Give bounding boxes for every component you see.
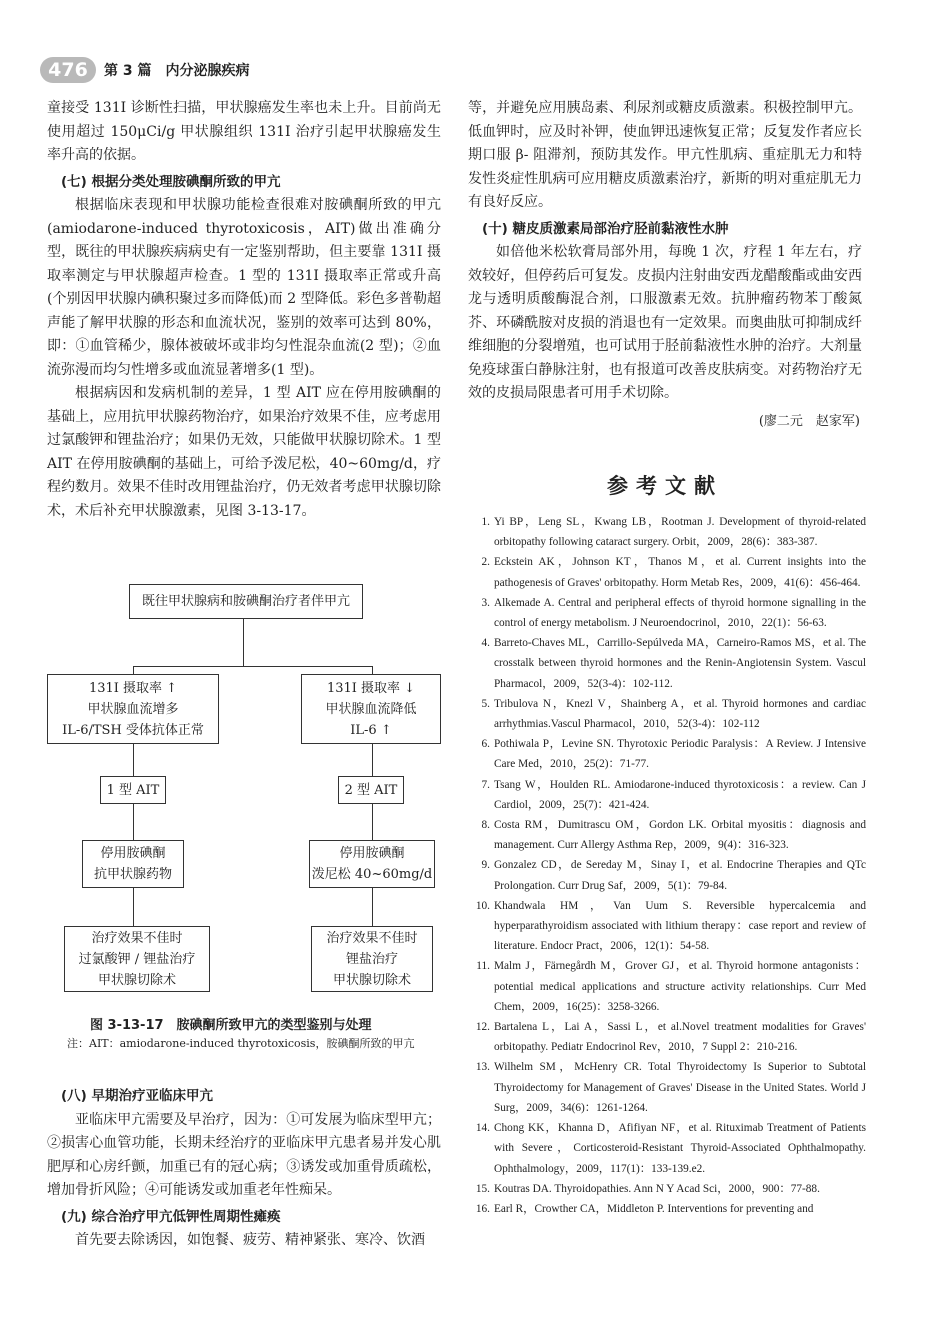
reference-number: 2. (481, 556, 490, 569)
reference-item (468, 815, 866, 855)
reference-item (468, 896, 866, 957)
reference-item (468, 512, 866, 552)
left-column (47, 97, 441, 523)
reference-text: Tsang W，Houlden RL. Amiodarone-induced thyrotoxicosis：a review. Can J Cardiol，2009，25(7)：421-424. (494, 778, 866, 811)
figure-note: 注：AIT：amiodarone-induced thyrotoxicosis，胺碘酮所致的甲亢 (67, 1037, 415, 1050)
reference-item (468, 734, 866, 774)
flow-box-text: 2 型 AIT (344, 782, 398, 798)
reference-text: Tribulova N，Knezl V，Shainberg A，et al. Thyroid hormones and cardiac arrhythmias.Vascul Pharmacol，2010，52(3-4)：102-112 (494, 697, 866, 731)
reference-item (468, 552, 866, 592)
reference-number: 7. (481, 778, 490, 791)
connector (372, 744, 373, 776)
reference-number: 15. (475, 1182, 490, 1195)
reference-text: Gonzalez CD，de Sereday M，Sinay I，et al. Endocrine Therapies and QTc Prolongation. Curr Drug Saf，2009，5(1)：79-84. (494, 859, 866, 892)
running-title: 第 3 篇 内分泌腺疾病 (104, 63, 250, 79)
flow-box-type1-features (47, 674, 219, 744)
paragraph-continued: 童接受 131I 诊断性扫描，甲状腺癌发生率也未上升。目前尚无使用超过 150μCi/g 甲状腺组织 131I 治疗引起甲状腺癌发生率升高的依据。 (47, 100, 441, 163)
page-header (40, 57, 250, 83)
flow-box-text: IL-6/TSH 受体抗体正常 (62, 722, 204, 738)
connector (133, 804, 134, 840)
reference-item (468, 694, 866, 734)
reference-text: Costa RM，Dumitrascu OM，Gordon LK. Orbital myositis：diagnosis and management. Curr Allergy Asthma Rep，2009，9(4)：316-323. (494, 819, 866, 852)
connector (133, 888, 134, 926)
reference-item (468, 1017, 866, 1057)
reference-number: 1. (481, 516, 490, 528)
paragraph-ait-classification: 根据临床表现和甲状腺功能检查很难对胺碘酮所致的甲亢(amiodarone-induced thyrotoxicosis，AIT)做出准确分型，既往的甲状腺疾病病史有一定鉴别帮助，但主要靠 131I 摄取率测定与甲状腺超声检查。1 型的 131I 摄取率正常或升高(个别因甲状腺内碘积聚过多而降低)而 2 型降低。彩色多普勒超声能了解甲状腺的形态和血流状况，鉴别的效率可达到 80%，即：①血管稀少，腺体被破坏或非均匀性混杂血流(2 型)；②血流弥漫而均匀性增多或血流显著增多(1 型)。 (47, 197, 441, 378)
flow-box-type2-treatment (309, 840, 435, 888)
flow-box-text: 停用胺碘酮 (100, 846, 166, 861)
flow-box-type1-ait (100, 776, 166, 804)
flow-box-text: 甲状腺切除术 (332, 972, 411, 988)
reference-number: 5. (481, 697, 490, 710)
reference-item (468, 775, 866, 815)
reference-item (468, 1118, 866, 1179)
connector (133, 744, 134, 776)
section-heading-8: (八) 早期治疗亚临床甲亢 (61, 1088, 214, 1104)
flow-box-top (129, 584, 363, 619)
reference-text: Yi BP，Leng SL，Kwang LB，Rootman J. Development of thyroid-related orbitopathy following cataract surgery. Orbit，2009，28(6)：383-387. (494, 516, 866, 549)
reference-item (468, 633, 866, 694)
flow-box-type2-features (301, 674, 441, 744)
left-column-bottom (47, 1082, 441, 1253)
flow-box-text: 1 型 AIT (106, 782, 160, 798)
right-column (468, 97, 862, 433)
flow-box-text: 甲状腺血流降低 (325, 701, 417, 717)
connector (372, 666, 373, 674)
reference-text: Khandwala HM，Van Uum S. Reversible hypercalcemia and hyperparathyroidism associated with lithium therapy：case report and review of literature. Endocr Pract，2006，12(1)：54-58. (494, 899, 866, 953)
reference-number: 11. (476, 960, 490, 973)
connector (243, 619, 244, 666)
reference-number: 13. (475, 1061, 490, 1074)
paragraph-myxedema: 如倍他米松软膏局部外用，每晚 1 次，疗程 1 年左右，疗效较好，但停药后可复发。皮损内注射曲安西龙醋酸酯或曲安西龙与透明质酸酶混合剂，口服激素无效。抗肿瘤药物苯丁酸氮芥、环磷酰胺对皮损的消退也有一定效果。而奥曲肽可抑制成纤维细胞的分裂增殖，也可试用于胫前黏液性水肿的治疗。大剂量免疫球蛋白静脉注射，也有报道可改善皮肤病变。对药物治疗无效的皮损局限患者可用手术切除。 (468, 244, 862, 401)
reference-text: Wilhelm SM，McHenry CR. Total Thyroidectomy Is Superior to Subtotal Thyroidectomy for Management of Graves' Disease in the United States. World J Surg，2009，34(6)：1261-1264. (494, 1061, 866, 1114)
flow-box-text: 抗甲状腺药物 (93, 867, 172, 882)
reference-text: Bartalena L，Lai A，Sassi L，et al.Novel treatment modalities for Graves' orbitopathy. Pediatr Endocrinol Rev，2010，7 Suppl 2：210-216. (494, 1021, 866, 1054)
reference-item (468, 855, 866, 895)
flow-box-text: 甲状腺切除术 (97, 972, 176, 988)
reference-text: Earl R，Crowther CA，Middleton P. Interventions for preventing and (494, 1202, 814, 1215)
reference-number: 16. (475, 1202, 490, 1215)
reference-text: Eckstein AK，Johnson KT，Thanos M，et al. Current insights into the pathogenesis of Graves' orbitopathy. Horm Metab Res，2009，41(6)：456-464. (494, 556, 866, 589)
reference-item (468, 593, 866, 633)
flow-box-text: 治疗效果不佳时 (326, 930, 418, 946)
reference-number: 8. (481, 819, 490, 832)
paragraph-paralysis: 首先要去除诱因，如饱餐、疲劳、精神紧张、寒冷、饮酒 (75, 1232, 425, 1248)
reference-number: 4. (481, 637, 490, 650)
reference-text: Barreto-Chaves ML，Carrillo-Sepúlveda MA，Carneiro-Ramos MS，et al. The crosstalk between thyroid hormones and the Renin-Angiotensin System. Vascul Pharmacol，2009，52(3-4)：102-112. (494, 637, 866, 690)
author-signature: (廖二元 赵家军) (758, 413, 860, 429)
flow-box-text: 锂盐治疗 (345, 951, 398, 967)
references-list (468, 512, 866, 1219)
flow-box-text: 甲状腺血流增多 (87, 701, 179, 717)
reference-text: Koutras DA. Thyroidopathies. Ann N Y Acad Sci，2000，900：77-88. (494, 1182, 820, 1195)
references-title: 参考文献 (607, 474, 723, 498)
flow-box-text: 停用胺碘酮 (339, 846, 405, 861)
flow-box-text: 过氯酸钾 / 锂盐治疗 (78, 951, 196, 967)
section-heading-10: (十) 糖皮质激素局部治疗胫前黏液性水肿 (482, 220, 729, 237)
flow-box-type2-fallback (311, 926, 433, 992)
reference-item (468, 1057, 866, 1118)
flow-box-type2-ait (338, 776, 404, 804)
flow-box-type1-fallback (64, 926, 210, 992)
flow-box-text: 泼尼松 40~60mg/d (311, 867, 433, 882)
reference-text: Alkemade A. Central and peripheral effects of thyroid hormone signalling in the control of energy metabolism. J Neuroendocrinol，2010，22(1)：56-63. (494, 596, 866, 630)
reference-number: 3. (481, 596, 490, 609)
reference-number: 6. (481, 738, 490, 751)
reference-text: Chong KK，Khanna D，Afifiyan NF，et al. Rituximab Treatment of Patients with Severe，Corticosteroid-Resistant Thyroid-Associated Ophthalmopathy. Ophthalmology，2009，117(1)：133-139.e2. (494, 1122, 866, 1175)
reference-item (468, 1179, 866, 1199)
flow-box-type1-treatment (82, 840, 184, 888)
paragraph-subclinical: 亚临床甲亢需要及早治疗，因为：①可发展为临床型甲亢；②损害心血管功能，长期未经治疗的亚临床甲亢患者易并发心肌肥厚和心房纤颤，加重已有的冠心病；③诱发或加重骨质疏松，增加骨折风险；④可能诱发或加重老年性痴呆。 (47, 1111, 441, 1198)
flow-box-text: 治疗效果不佳时 (91, 930, 183, 946)
section-heading-7: (七) 根据分类处理胺碘酮所致的甲亢 (61, 173, 281, 190)
reference-number: 14. (475, 1122, 490, 1135)
flow-box-text: 既往甲状腺病和胺碘酮治疗者伴甲亢 (141, 594, 350, 609)
flowchart-figure (47, 578, 441, 998)
connector (133, 666, 372, 667)
reference-text: Malm J，Färnegårdh M，Grover GJ，et al. Thyroid hormone antagonists：potential medical applications and structure activity relationships. Curr Med Chem，2009，16(25)：3258-3266. (494, 960, 866, 1013)
flow-box-text: 131I 摄取率 ↑ (88, 680, 178, 696)
connector (133, 666, 134, 674)
page-number-badge: 476 (40, 57, 96, 83)
paragraph-ait-treatment: 根据病因和发病机制的差异，1 型 AIT 应在停用胺碘酮的基础上，应用抗甲状腺药物治疗，如果治疗效果不佳，应考虑用过氯酸钾和锂盐治疗；如果仍无效，只能做甲状腺切除术。1 型 AIT 在停用胺碘酮的基础上，可给予泼尼松，40~60mg/d，疗程约数月。效果不佳时改用锂盐治疗，仍无效者考虑甲状腺切除术，术后补充甲状腺激素，见图 3-13-17。 (47, 385, 441, 519)
reference-number: 10. (475, 899, 490, 912)
reference-text: Pothiwala P，Levine SN. Thyrotoxic Periodic Paralysis：A Review. J Intensive Care Med，2010，25(2)：71-77. (494, 738, 866, 771)
flow-box-text: 131I 摄取率 ↓ (326, 680, 416, 696)
paragraph-paralysis-cont: 等，并避免应用胰岛素、利尿剂或糖皮质激素。积极控制甲亢。低血钾时，应及时补钾，使血钾迅速恢复正常；反复发作者应长期口服 β- 阻滞剂，预防其发作。甲亢性肌病、重症肌无力和特发性炎症性肌病可应用糖皮质激素治疗，新斯的明对重症肌无力有良好反应。 (468, 100, 862, 210)
connector (372, 804, 373, 840)
reference-number: 9. (481, 859, 490, 872)
section-heading-9: (九) 综合治疗甲亢低钾性周期性瘫痪 (61, 1208, 281, 1225)
reference-item (468, 956, 866, 1017)
flow-box-text: IL-6 ↑ (350, 722, 392, 738)
figure-caption: 图 3-13-17 胺碘酮所致甲亢的类型鉴别与处理 (90, 1018, 372, 1033)
reference-item (468, 1199, 866, 1219)
connector (372, 888, 373, 926)
reference-number: 12. (475, 1021, 490, 1034)
